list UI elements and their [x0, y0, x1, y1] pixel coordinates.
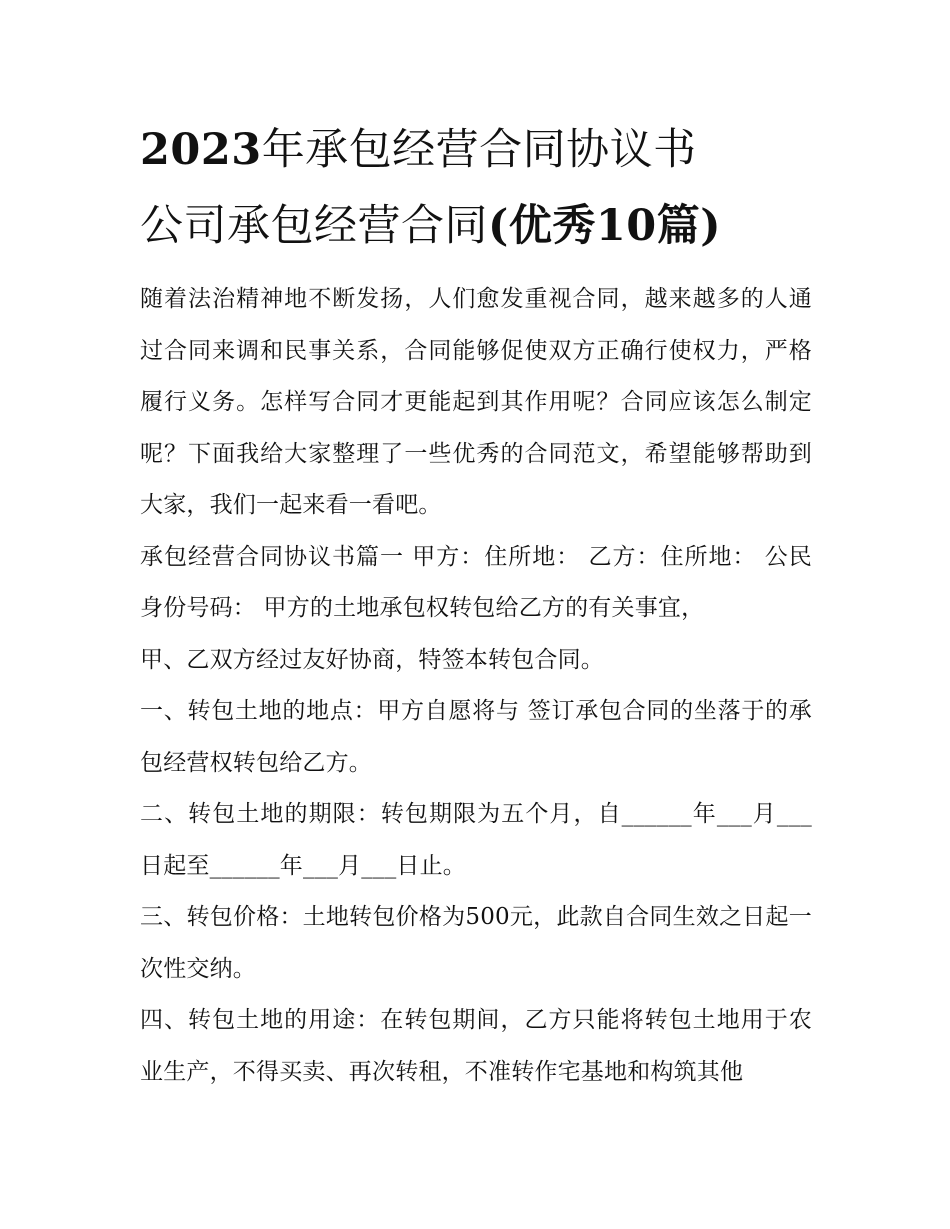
document-title: [140, 112, 812, 264]
contract-parties-paragraph: 承包经营合同协议书篇一 甲方：住所地： 乙方：住所地： 公民身份号码： 甲方的土地承包权转包给乙方的有关事宜，: [140, 543, 812, 621]
title-line-2: [140, 188, 812, 264]
clause-2-term: 二、转包土地的期限：转包期限为五个月，自______年___月___日起至______年___月___日止。: [140, 801, 812, 879]
title-line-2-a: 公司承包经营合同: [140, 201, 488, 251]
clause-4-usage: 四、转包土地的用途：在转包期间，乙方只能将转包土地用于农业生产，不得买卖、再次转租，不准转作宅基地和构筑其他: [140, 1007, 812, 1085]
clause-1-location: 一、转包土地的地点：甲方自愿将与 签订承包合同的坐落于的承包经营权转包给乙方。: [140, 698, 812, 776]
title-year: 2023: [140, 125, 262, 175]
document-body: [140, 274, 812, 1098]
intro-paragraph: 随着法治精神地不断发扬，人们愈发重视合同，越来越多的人通过合同来调和民事关系，合同能够促使双方正确行使权力，严格履行义务。怎样写合同才更能起到其作用呢？合同应该怎么制定呢？下面我给大家整理了一些优秀的合同范文，希望能够帮助到大家，我们一起来看一看吧。: [140, 286, 812, 518]
title-line-2-c: 篇): [656, 201, 722, 251]
title-line-2-b: (优秀: [488, 201, 596, 251]
clause-3-price: 三、转包价格：土地转包价格为500元，此款自合同生效之日起一次性交纳。: [140, 904, 812, 982]
title-line-2-num: 10: [595, 201, 657, 251]
title-line-1: [140, 112, 812, 188]
title-line-1-text: 年承包经营合同协议书: [261, 125, 697, 175]
contract-agreement-paragraph: 甲、乙双方经过友好协商，特签本转包合同。: [140, 646, 604, 673]
document-page: [140, 112, 812, 1098]
